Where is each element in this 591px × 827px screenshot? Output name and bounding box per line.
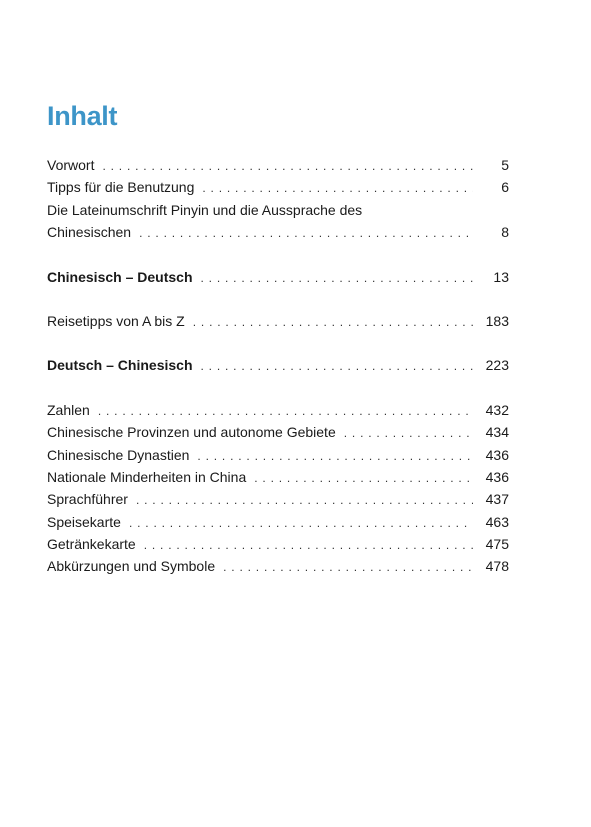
toc-entry-provinzen[interactable] xyxy=(47,421,509,443)
toc-entry-minderheiten[interactable] xyxy=(47,466,509,488)
toc-entry-chinesisch-deutsch[interactable] xyxy=(47,266,509,288)
toc-entry-page: 434 xyxy=(485,424,509,441)
leader-dots xyxy=(102,155,473,177)
toc-entry-deutsch-chinesisch[interactable] xyxy=(47,354,509,376)
toc-entry-speisekarte[interactable] xyxy=(47,511,509,533)
toc-entry-label: Chinesische Dynastien xyxy=(47,446,190,463)
toc-entry-label: Chinesisch – Deutsch xyxy=(47,268,193,285)
toc-entry-vorwort[interactable] xyxy=(47,154,509,176)
toc-entry-label: Abkürzungen und Symbole xyxy=(47,558,216,575)
toc-entry-page: 478 xyxy=(485,558,509,575)
toc-entry-label: Deutsch – Chinesisch xyxy=(47,357,193,374)
leader-dots xyxy=(223,556,473,578)
toc-entry-label: Vorwort xyxy=(47,157,95,173)
leader-dots xyxy=(201,355,474,377)
leader-dots xyxy=(197,445,473,467)
toc-entry-page: 436 xyxy=(485,468,509,485)
toc-entry-label: Speisekarte xyxy=(47,513,121,530)
page-title: Inhalt xyxy=(47,101,118,131)
toc-entry-pinyin[interactable] xyxy=(47,221,509,243)
toc-entry-label: Chinesischen xyxy=(47,224,132,241)
toc-entry-sprachfuehrer[interactable] xyxy=(47,488,509,510)
leader-dots xyxy=(129,512,473,534)
toc-entry-getraenkekarte[interactable] xyxy=(47,533,509,555)
toc-entry-abkuerzungen[interactable] xyxy=(47,555,509,577)
toc-entry-label: Tipps für die Benutzung xyxy=(47,179,195,196)
toc-entry-page: 6 xyxy=(501,179,509,196)
leader-dots xyxy=(98,400,473,422)
toc-entry-page: 223 xyxy=(485,357,509,374)
leader-dots xyxy=(254,467,473,489)
table-of-contents xyxy=(47,154,509,578)
leader-dots xyxy=(144,534,473,556)
toc-entry-page: 437 xyxy=(485,491,509,508)
leader-dots xyxy=(202,177,473,199)
toc-entry-label: Nationale Minderheiten in China xyxy=(47,468,247,485)
toc-entry-label: Zahlen xyxy=(47,401,90,418)
toc-entry-page: 432 xyxy=(485,401,509,418)
leader-dots xyxy=(139,222,473,244)
toc-entry-tipps[interactable] xyxy=(47,176,509,198)
toc-entry-page: 5 xyxy=(501,157,509,173)
toc-entry-reisetipps[interactable] xyxy=(47,310,509,332)
toc-entry-page: 8 xyxy=(501,224,509,241)
toc-entry-label: Reisetipps von A bis Z xyxy=(47,312,185,329)
toc-entry-page: 183 xyxy=(485,312,509,329)
leader-dots xyxy=(201,267,474,289)
toc-entry-label: Getränkekarte xyxy=(47,536,136,553)
leader-dots xyxy=(193,311,473,333)
toc-entry-label: Chinesische Provinzen und autonome Gebiete xyxy=(47,424,336,441)
toc-entry-dynastien[interactable] xyxy=(47,444,509,466)
toc-entry-page: 475 xyxy=(485,536,509,553)
toc-entry-label: Sprachführer xyxy=(47,491,128,508)
toc-entry-page: 436 xyxy=(485,446,509,463)
leader-dots xyxy=(344,422,473,444)
toc-entry-pinyin-line1[interactable]: Die Lateinumschrift Pinyin und die Aussprache des xyxy=(47,201,363,218)
toc-entry-page: 463 xyxy=(485,513,509,530)
toc-entry-page: 13 xyxy=(493,268,509,285)
toc-entry-zahlen[interactable] xyxy=(47,399,509,421)
leader-dots xyxy=(136,489,473,511)
